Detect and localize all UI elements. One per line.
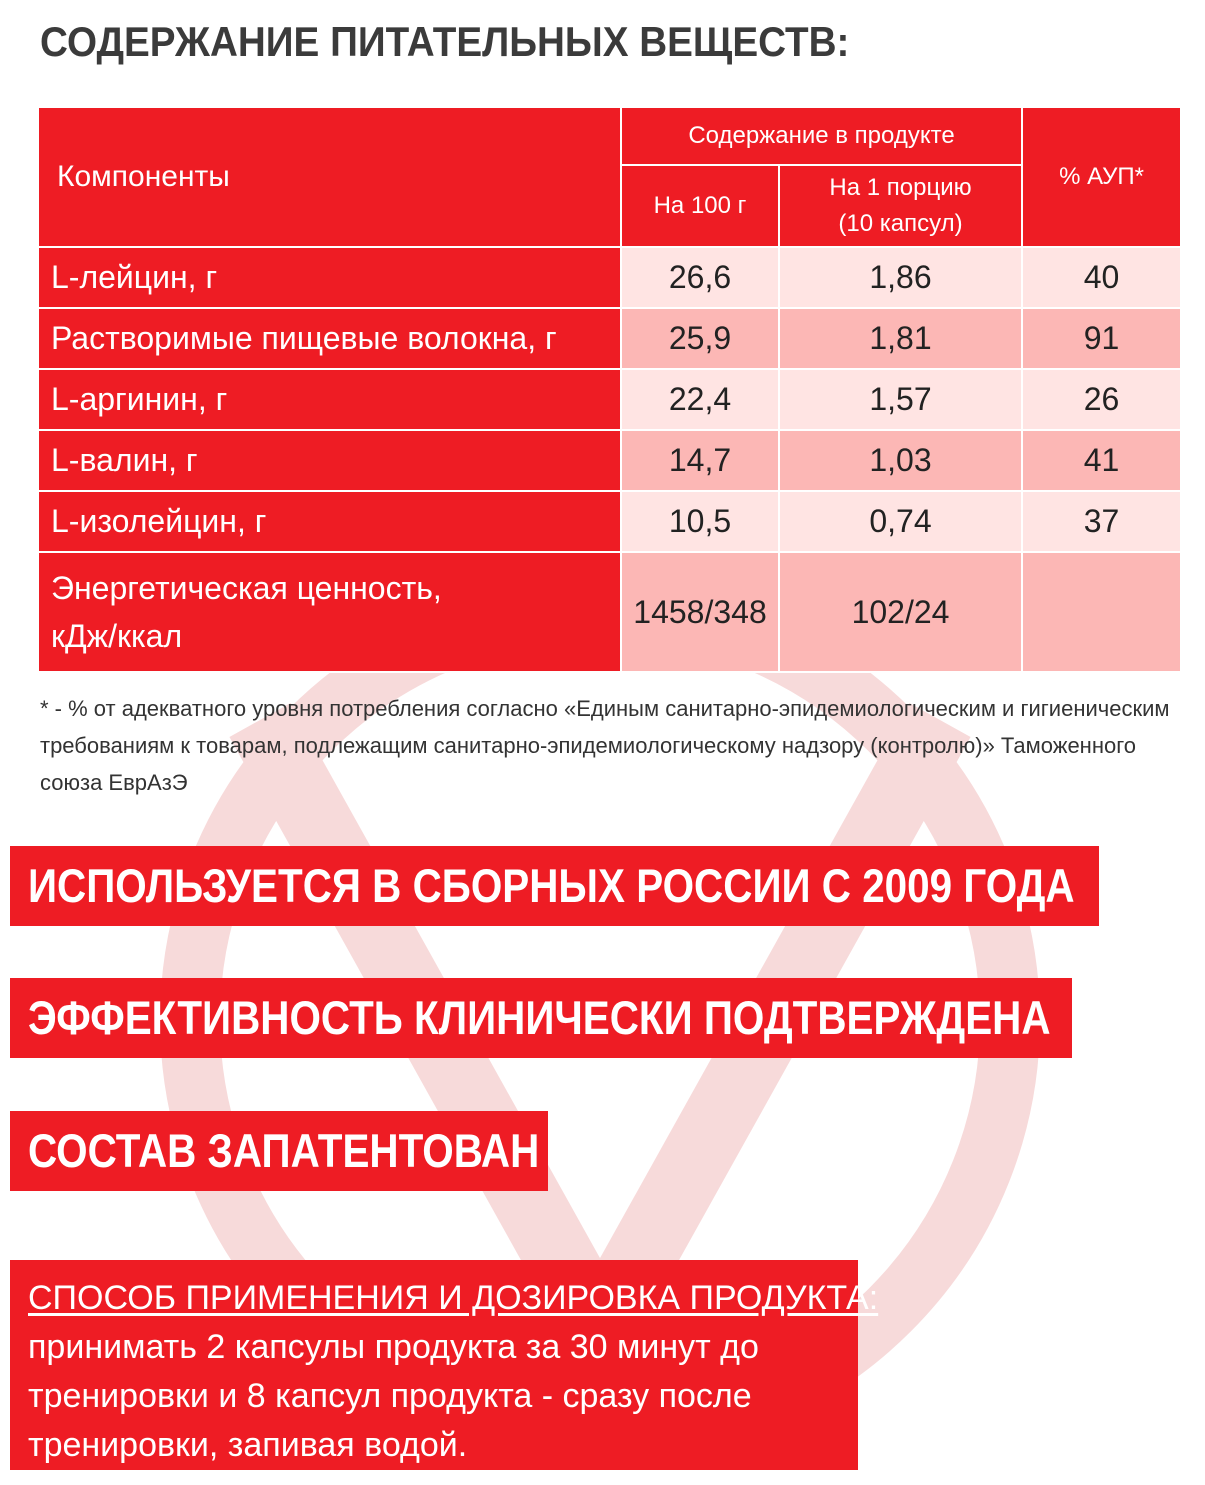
portion-header-line2: (10 капсул): [838, 210, 963, 237]
table-row: [38, 430, 1181, 491]
cell-aup: 91: [1022, 308, 1181, 369]
banner-text: СОСТАВ ЗАПАТЕНТОВАН: [28, 1124, 540, 1177]
cell-per100: 14,7: [621, 430, 779, 491]
page-title: СОДЕРЖАНИЕ ПИТАТЕЛЬНЫХ ВЕЩЕСТВ:: [40, 18, 850, 65]
usage-text: принимать 2 капсулы продукта за 30 минут до тренировки и 8 капсул продукта - сразу после тренировки, запивая водой.: [28, 1328, 759, 1464]
column-header-group: Содержание в продукте: [621, 107, 1022, 165]
banner-patented: [10, 1111, 548, 1191]
energy-label-line1: Энергетическая ценность,: [51, 570, 442, 606]
cell-per100: 26,6: [621, 247, 779, 308]
table-row: [38, 369, 1181, 430]
table-row: [38, 308, 1181, 369]
cell-aup: [1022, 552, 1181, 672]
row-label: L-лейцин, г: [38, 247, 621, 308]
cell-per100: 22,4: [621, 369, 779, 430]
cell-per100: 1458/348: [621, 552, 779, 672]
usage-box: [10, 1260, 879, 1470]
cell-aup: 41: [1022, 430, 1181, 491]
cell-portion: 1,81: [779, 308, 1022, 369]
table-row: [38, 491, 1181, 552]
banner-text: ИСПОЛЬЗУЕТСЯ В СБОРНЫХ РОССИИ С 2009 ГОДА: [28, 859, 1075, 912]
energy-label-line2: кДж/ккал: [51, 618, 183, 654]
banner-used-since-2009: [10, 846, 1099, 926]
cell-portion: 102/24: [779, 552, 1022, 672]
nutrients-table: [37, 106, 1182, 673]
column-header-aup: % АУП*: [1022, 107, 1181, 247]
table-row: [38, 247, 1181, 308]
column-header-portion: [779, 165, 1022, 247]
banner-clinically-proven: [10, 978, 1072, 1058]
column-header-components: Компоненты: [38, 107, 621, 247]
cell-per100: 10,5: [621, 491, 779, 552]
table-row-energy: [38, 552, 1181, 672]
cell-aup: 26: [1022, 369, 1181, 430]
row-label: L-валин, г: [38, 430, 621, 491]
usage-title: СПОСОБ ПРИМЕНЕНИЯ И ДОЗИРОВКА ПРОДУКТА:: [28, 1279, 879, 1317]
footnote: * - % от адекватного уровня потребления согласно «Единым санитарно-эпидемиологическим и гигиеническим требованиям к товарам, подлежащим санитарно-эпидемиологическому надзору (контролю)» Таможенного союза ЕврАзЭ: [40, 696, 1170, 795]
cell-portion: 1,57: [779, 369, 1022, 430]
row-label: L-изолейцин, г: [38, 491, 621, 552]
column-header-per100: На 100 г: [621, 165, 779, 247]
banner-text: ЭФФЕКТИВНОСТЬ КЛИНИЧЕСКИ ПОДТВЕРЖДЕНА: [28, 991, 1051, 1044]
cell-aup: 40: [1022, 247, 1181, 308]
cell-per100: 25,9: [621, 308, 779, 369]
row-label: Растворимые пищевые волокна, г: [38, 308, 621, 369]
row-label-energy: [38, 552, 621, 672]
cell-aup: 37: [1022, 491, 1181, 552]
cell-portion: 1,03: [779, 430, 1022, 491]
cell-portion: 0,74: [779, 491, 1022, 552]
portion-header-line1: На 1 порцию: [829, 174, 972, 201]
cell-portion: 1,86: [779, 247, 1022, 308]
row-label: L-аргинин, г: [38, 369, 621, 430]
